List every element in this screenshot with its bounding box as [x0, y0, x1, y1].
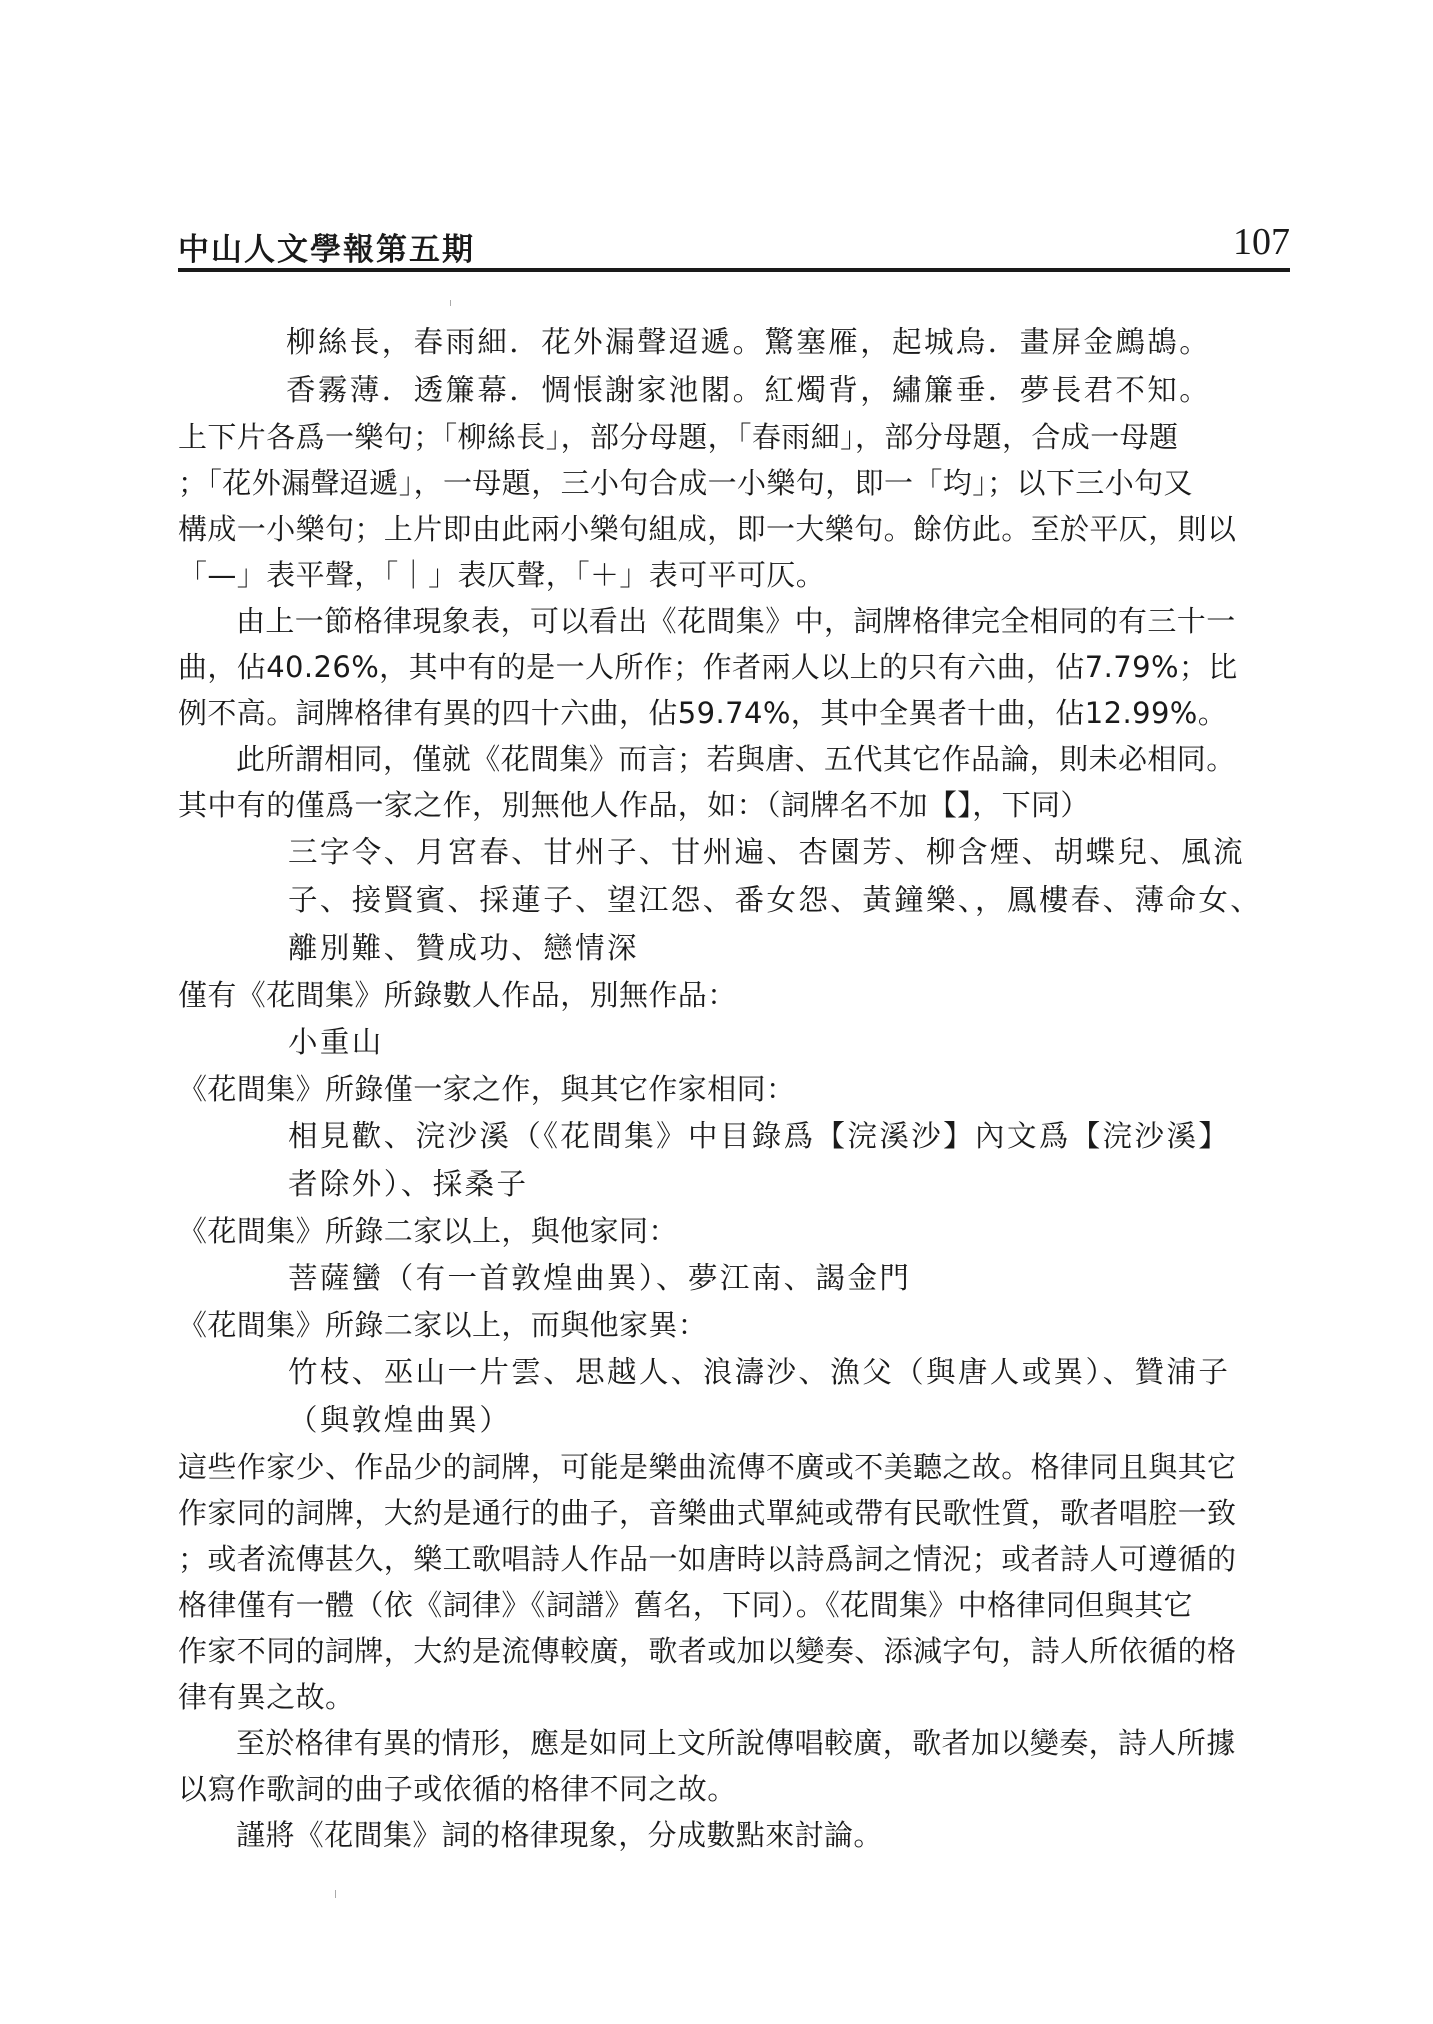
page-number: 107	[1233, 221, 1290, 263]
paragraph-line: ；或者流傳甚久，樂工歌唱詩人作品一如唐時以詩爲詞之情況；或者詩人可遵循的	[178, 1542, 1237, 1576]
paragraph-line: 謹將《花間集》詞的格律現象，分成數點來討論。	[236, 1818, 883, 1852]
header-rule	[178, 268, 1290, 272]
tune-list-line: 相見歡、浣沙溪（《花間集》中目錄爲【浣溪沙】內文爲【浣沙溪】	[288, 1119, 1231, 1153]
tune-list-line: （與敦煌曲異）	[288, 1403, 512, 1437]
tune-list-line: 子、接賢賓、採蓮子、望江怨、番女怨、黃鐘樂、，鳳樓春、薄命女、	[288, 883, 1263, 917]
paragraph-line: 此所謂相同，僅就《花間集》而言；若與唐、五代其它作品論，則未必相同。	[236, 742, 1236, 776]
running-header	[178, 220, 1290, 270]
tune-list-line: 離別難、贊成功、戀情深	[288, 931, 639, 965]
paragraph-line: 格律僅有一體（依《詞律》《詞譜》舊名，下同）。《花間集》中格律同但與其它	[178, 1588, 1193, 1622]
paragraph-line: 例不高。詞牌格律有異的四十六曲，佔59.74%，其中全異者十曲，佔12.99%。	[178, 696, 1228, 730]
tune-list-line: 三字令、月宮春、甘州子、甘州遍、杏園芳、柳含煙、胡蝶兒、風流	[288, 835, 1246, 869]
paragraph-line: 《花間集》所錄二家以上，而與他家異：	[178, 1308, 708, 1342]
paragraph-line: 以寫作歌詞的曲子或依循的格律不同之故。	[178, 1772, 737, 1806]
paragraph-line: ；「花外漏聲迢遞」，一母題，三小句合成一小樂句，即一「均」；以下三小句又	[178, 466, 1193, 500]
paragraph-line: 構成一小樂句；上片即由此兩小樂句組成，即一大樂句。餘仿此。至於平仄，則以	[178, 512, 1237, 546]
paragraph-line: 《花間集》所錄僅一家之作，與其它作家相同：	[178, 1072, 796, 1106]
paragraph-line: 其中有的僅爲一家之作，別無他人作品，如：（詞牌名不加【】，下同）	[178, 788, 1090, 822]
verse-line: 香霧薄．透簾幕．惆悵謝家池閣。紅燭背，繡簾垂．夢長君不知。	[286, 373, 1212, 407]
tune-list-line: 小重山	[288, 1025, 384, 1059]
tune-list-line: 菩薩蠻（有一首敦煌曲異）、夢江南、謁金門	[288, 1261, 912, 1295]
paragraph-line: 「—」表平聲，「｜」表仄聲，「＋」表可平可仄。	[178, 558, 826, 592]
tune-list-line: 竹枝、巫山一片雲、思越人、浪濤沙、漁父（與唐人或異）、贊浦子	[288, 1355, 1231, 1389]
paragraph-line: 由上一節格律現象表，可以看出《花間集》中，詞牌格律完全相同的有三十一	[236, 604, 1236, 638]
paragraph-line: 僅有《花間集》所錄數人作品，別無作品：	[178, 978, 737, 1012]
scan-artifact	[335, 1890, 336, 1898]
paragraph-line: 上下片各爲一樂句；「柳絲長」，部分母題，「春雨細」，部分母題，合成一母題	[178, 420, 1179, 454]
paragraph-line: 作家同的詞牌，大約是通行的曲子，音樂曲式單純或帶有民歌性質，歌者唱腔一致	[178, 1496, 1237, 1530]
body-text	[178, 318, 1290, 1858]
paragraph-line: 《花間集》所錄二家以上，與他家同：	[178, 1214, 678, 1248]
journal-title: 中山人文學報第五期	[178, 232, 475, 268]
tune-list-line: 者除外）、採桑子	[288, 1167, 529, 1201]
paragraph-line: 至於格律有異的情形，應是如同上文所說傳唱較廣，歌者加以變奏，詩人所據	[236, 1726, 1236, 1760]
paragraph-line: 這些作家少、作品少的詞牌，可能是樂曲流傳不廣或不美聽之故。格律同且與其它	[178, 1450, 1237, 1484]
paragraph-line: 曲，佔40.26%，其中有的是一人所作；作者兩人以上的只有六曲，佔7.79%；比	[178, 650, 1238, 684]
verse-line: 柳絲長，春雨細．花外漏聲迢遞。驚塞雁，起城烏．畫屏金鷓鴣。	[286, 325, 1212, 359]
scan-artifact	[450, 300, 451, 306]
paragraph-line: 作家不同的詞牌，大約是流傳較廣，歌者或加以變奏、添減字句，詩人所依循的格	[178, 1634, 1237, 1668]
paragraph-line: 律有異之故。	[178, 1680, 355, 1714]
